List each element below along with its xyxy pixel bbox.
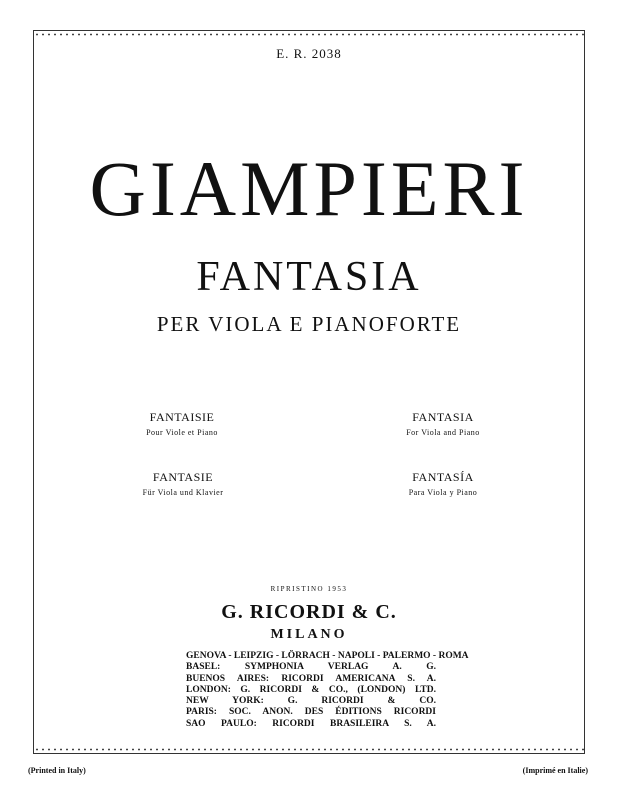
translation-subtitle: Para Viola y Piano [408,488,478,497]
printed-in-note: (Printed in Italy) [28,766,86,775]
plate-number: E. R. 2038 [276,46,342,61]
imprime-note: (Imprimé en Italie) [522,766,588,775]
branch-line: PARIS: SOC. ANON. DES ÉDITIONS RICORDI [186,707,436,718]
translation-subtitle: Für Viola und Klavier [142,488,224,497]
branch-line: BUENOS AIRES: RICORDI AMERICANA S. A. [186,673,436,684]
translation-title: FANTASIA [412,410,474,424]
translation-french [130,410,234,437]
branch-line: SAO PAULO: RICORDI BRASILEIRA S. A. [186,718,436,729]
translation-title: FANTAISIE [149,410,215,424]
translation-subtitle: For Viola and Piano [406,428,480,437]
translation-german [125,470,241,497]
translation-english [385,410,501,437]
publisher-city: MILANO [270,627,348,642]
reprint-note: RIPRISTINO 1953 [270,585,348,593]
branch-line: NEW YORK: G. RICORDI & CO. [186,696,436,707]
translation-title: FANTASÍA [412,470,474,484]
branch-line: GENOVA - LEIPZIG - LÖRRACH - NAPOLI - PALERMO - ROMA [186,651,469,661]
branch-line: BASEL: SYMPHONIA VERLAG A. G. [186,662,436,673]
publisher-name: G. RICORDI & C. [221,601,397,623]
branch-line: LONDON: G. RICORDI & CO., (LONDON) LTD. [186,684,436,695]
translation-title: FANTASIE [152,470,214,484]
work-subtitle: PER VIOLA E PIANOFORTE [156,312,462,336]
page-border [33,30,585,754]
translation-spanish [385,470,501,497]
branch-list [186,651,469,730]
translation-subtitle: Pour Viole et Piano [146,428,218,437]
work-title: FANTASIA [196,254,422,300]
composer-name: GIAMPIERI [89,145,529,232]
